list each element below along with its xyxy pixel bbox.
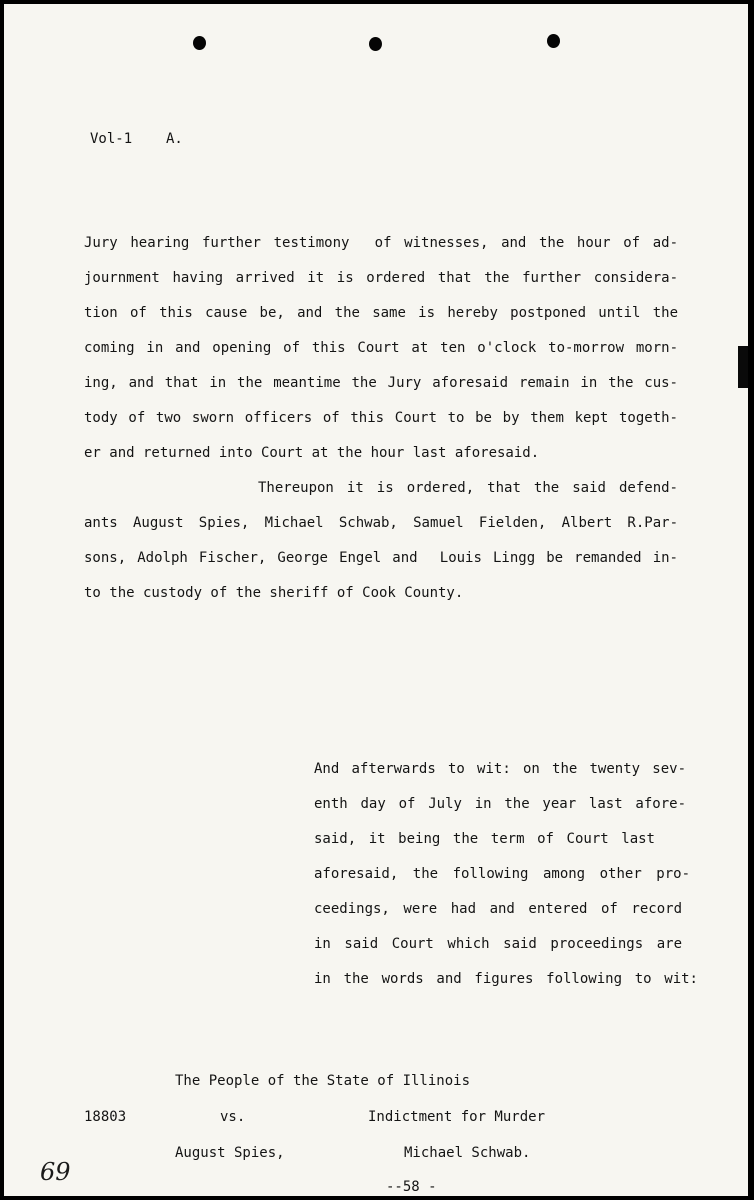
versus-label: vs. <box>220 1109 246 1125</box>
defendant-name: August Spies, <box>175 1145 285 1161</box>
volume-label: Vol-1 <box>90 131 133 147</box>
case-title: The People of the State of Illinois <box>175 1073 471 1089</box>
paragraph-1-line: ing, and that in the meantime the Jury aforesaid remain in the cus- <box>84 375 678 391</box>
paragraph-1-line: coming in and opening of this Court at ten o'clock to-morrow morn- <box>84 340 678 356</box>
case-number: 18803 <box>84 1109 127 1125</box>
paragraph-3-line: And afterwards to wit: on the twenty sev- <box>314 761 686 777</box>
paragraph-2-line: Thereupon it is ordered, that the said defend- <box>258 480 678 496</box>
paragraph-1-line: tion of this cause be, and the same is hereby postponed until the <box>84 305 678 321</box>
punch-hole-left <box>193 36 206 50</box>
paragraph-3-line: enth day of July in the year last afore- <box>314 796 686 812</box>
paragraph-3-line: said, it being the term of Court last <box>314 831 655 847</box>
section-label: A. <box>166 131 183 147</box>
punch-hole-center <box>369 37 382 51</box>
paragraph-2-line: ants August Spies, Michael Schwab, Samuel Fielden, Albert R.Par- <box>84 515 678 531</box>
paragraph-1-line: journment having arrived it is ordered that the further considera- <box>84 270 678 286</box>
document-page <box>4 4 748 1196</box>
paragraph-2-line: to the custody of the sheriff of Cook County. <box>84 585 464 601</box>
paragraph-1-line: Jury hearing further testimony of witnesses, and the hour of ad- <box>84 235 678 251</box>
defendant-name: Michael Schwab. <box>404 1145 531 1161</box>
paragraph-3-line: aforesaid, the following among other pro- <box>314 866 690 882</box>
edge-mark <box>738 346 748 388</box>
paragraph-3-line: in said Court which said proceedings are <box>314 936 682 952</box>
page-number: --58 - <box>386 1179 437 1195</box>
paragraph-1-line: er and returned into Court at the hour last aforesaid. <box>84 445 540 461</box>
punch-hole-right <box>547 34 560 48</box>
paragraph-2-line: sons, Adolph Fischer, George Engel and Louis Lingg be remanded in- <box>84 550 678 566</box>
paragraph-1-line: tody of two sworn officers of this Court to be by them kept togeth- <box>84 410 678 426</box>
paragraph-3-line: ceedings, were had and entered of record <box>314 901 682 917</box>
handwritten-margin-number: 69 <box>40 1158 71 1186</box>
charge-label: Indictment for Murder <box>368 1109 546 1125</box>
paragraph-3-line: in the words and figures following to wit: <box>314 971 698 987</box>
